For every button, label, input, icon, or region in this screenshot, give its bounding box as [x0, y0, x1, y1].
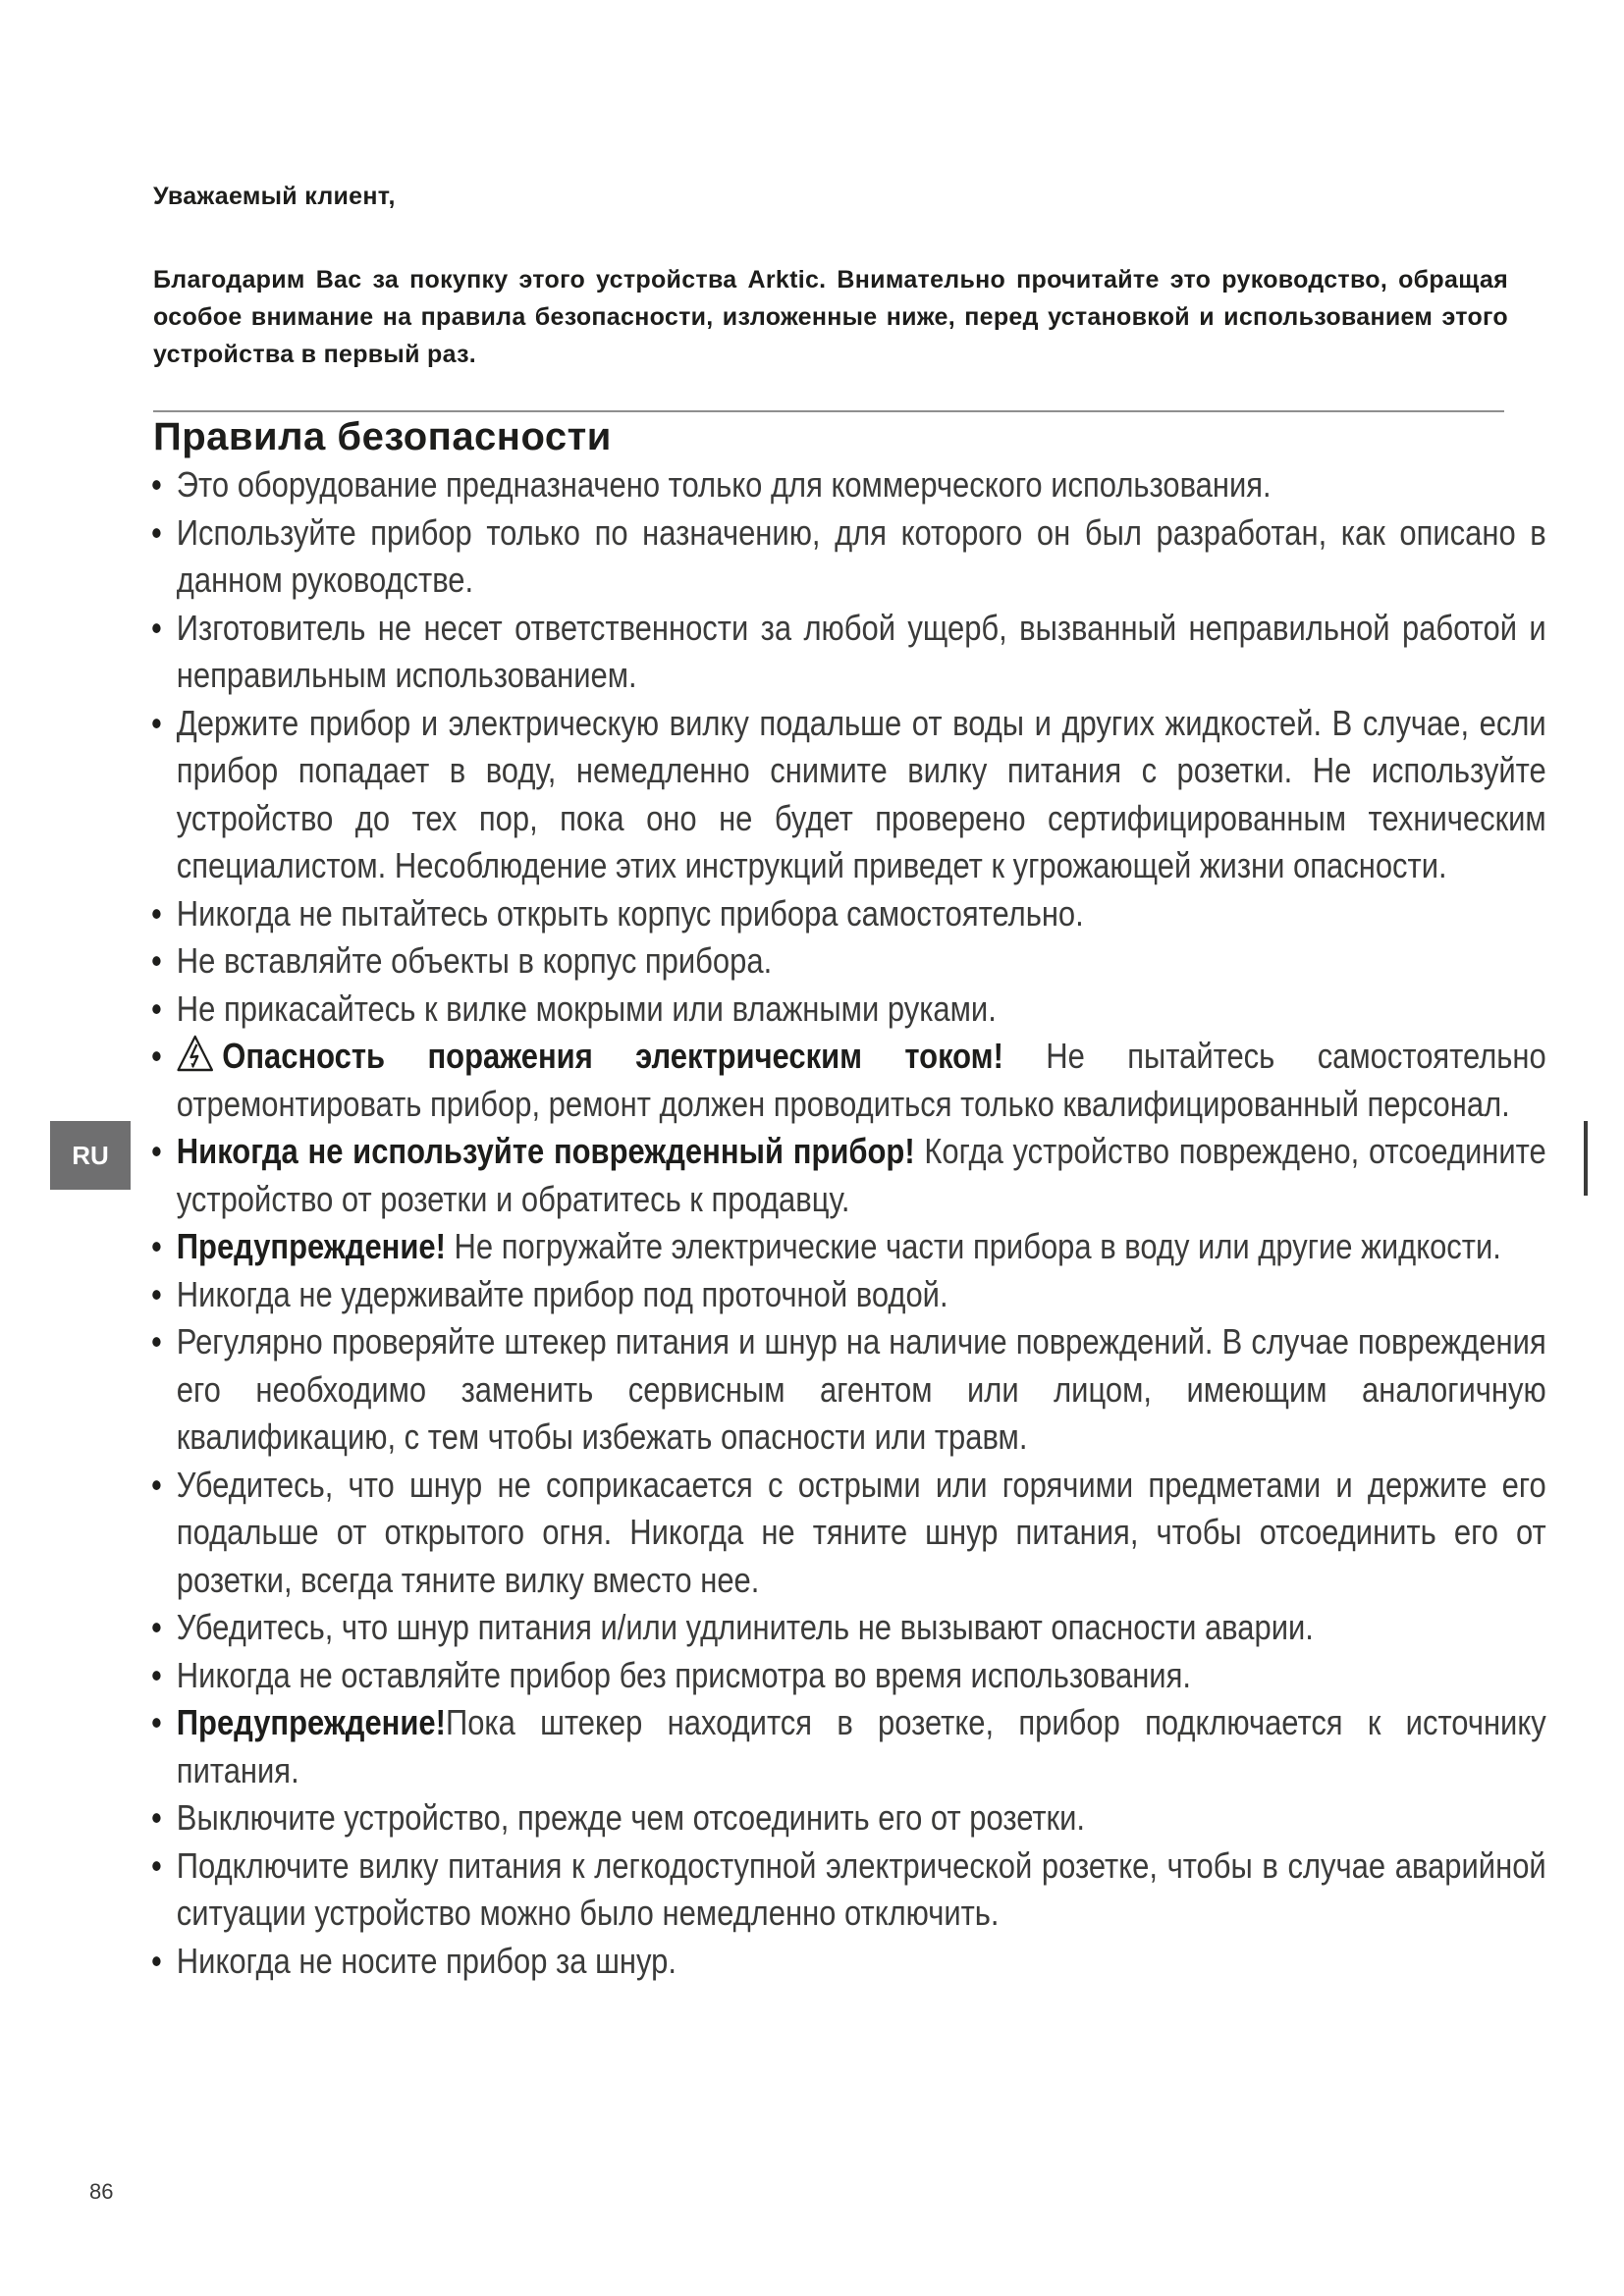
rule-text: Когда устройство повреждено, отсоедините устройство от розетки и обратитесь к продавцу. — [176, 1131, 1546, 1219]
rule-text: Не погружайте электрические части прибора в воду или другие жидкости. — [445, 1226, 1501, 1266]
bullet-icon: • — [151, 1940, 162, 1981]
rule-text: Изготовитель не несет ответственности за любой ущерб, вызванный неправильной работой и неправильным использованием. — [176, 607, 1546, 695]
bullet-icon: • — [151, 1036, 162, 1076]
rule-text: Не прикасайтесь к вилке мокрыми или влажными руками. — [176, 988, 997, 1029]
list-item — [151, 1033, 1546, 1128]
list-item — [151, 1128, 1546, 1223]
list-item — [151, 1652, 1546, 1700]
rule-text: Никогда не носите прибор за шнур. — [176, 1940, 677, 1981]
rule-text: Это оборудование предназначено только для коммерческого использования. — [176, 464, 1272, 505]
bullet-icon: • — [151, 1797, 162, 1838]
list-item — [151, 1462, 1546, 1605]
rule-text: Регулярно проверяйте штекер питания и шнур на наличие повреждений. В случае повреждения его необходимо заменить сервисным агентом или лицом, имеющим аналогичную квалификацию, с тем чтобы избежать опасности или травм. — [176, 1321, 1546, 1457]
bullet-icon: • — [151, 988, 162, 1029]
bullet-icon: • — [151, 1844, 162, 1886]
rule-text: Убедитесь, что шнур питания и/или удлинитель не вызывают опасности аварии. — [176, 1607, 1314, 1647]
electric-hazard-icon — [177, 1035, 214, 1072]
rule-text: Никогда не пытайтесь открыть корпус прибора самостоятельно. — [176, 892, 1084, 934]
rule-text: Используйте прибор только по назначению, для которого он был разработан, как описано в данном руководстве. — [176, 511, 1546, 600]
rule-text: Держите прибор и электрическую вилку подальше от воды и других жидкостей. В случае, если прибор попадает в воду, немедленно снимите вилку питания с розетки. Не используйте устройство до тех пор, пока оно не будет проверено сертифицированным техническим специалистом. Несоблюдение этих инструкций приведет к угрожающей жизни опасности. — [176, 702, 1546, 885]
bullet-icon: • — [151, 464, 162, 505]
greeting: Уважаемый клиент, — [153, 183, 396, 210]
language-tab: RU — [50, 1121, 131, 1190]
bullet-icon: • — [151, 1464, 162, 1505]
list-item — [151, 1699, 1546, 1794]
rule-strong: Предупреждение! — [176, 1226, 446, 1266]
list-item — [151, 461, 1546, 509]
rule-strong: Опасность поражения электрическим током! — [222, 1036, 1003, 1076]
bullet-icon: • — [151, 1131, 162, 1171]
safety-rules-list — [151, 461, 1546, 1985]
list-item — [151, 605, 1546, 700]
list-item — [151, 1318, 1546, 1462]
bullet-icon: • — [151, 1273, 162, 1314]
rule-text: Убедитесь, что шнур не соприкасается с острыми или горячими предметами и держите его подальше от открытого огня. Никогда не тяните шнур питания, чтобы отсоединить его от розетки, всегда тяните вилку вместо нее. — [176, 1464, 1546, 1600]
rule-text: Не вставляйте объекты в корпус прибора. — [176, 940, 773, 981]
page-number: 86 — [89, 2179, 114, 2204]
list-item — [151, 1604, 1546, 1652]
list-item — [151, 509, 1546, 605]
rule-strong: Никогда не используйте поврежденный прибор! — [176, 1131, 915, 1171]
list-item — [151, 1794, 1546, 1842]
section-title: Правила безопасности — [153, 415, 612, 458]
rule-text: Никогда не удерживайте прибор под проточной водой. — [176, 1273, 948, 1314]
rule-text: Выключите устройство, прежде чем отсоединить его от розетки. — [176, 1797, 1086, 1838]
list-item — [151, 937, 1546, 986]
bullet-icon: • — [151, 607, 162, 648]
list-item — [151, 1271, 1546, 1319]
rule-text: Подключите вилку питания к легкодоступной электрической розетке, чтобы в случае аварийной ситуации устройство можно было немедленно отключить. — [176, 1844, 1546, 1933]
rule-text: Не пытайтесь самостоятельно отремонтировать прибор, ремонт должен проводиться только квалифицированный персонал. — [176, 1036, 1546, 1124]
bullet-icon: • — [151, 1607, 162, 1647]
intro-paragraph: Благодарим Вас за покупку этого устройства Arktic. Внимательно прочитайте это руководство, обращая особое внимание на правила безопасности, изложенные ниже, перед установкой и использованием этого устройства в первый раз. — [153, 266, 1508, 368]
list-item — [151, 1223, 1546, 1271]
bullet-icon: • — [151, 702, 162, 743]
list-item — [151, 1938, 1546, 1986]
bullet-icon: • — [151, 511, 162, 553]
side-marker — [1584, 1121, 1588, 1196]
bullet-icon: • — [151, 1702, 162, 1742]
bullet-icon: • — [151, 892, 162, 934]
bullet-icon: • — [151, 1321, 162, 1362]
bullet-icon: • — [151, 1226, 162, 1266]
rule-text: Никогда не оставляйте прибор без присмотра во время использования. — [176, 1654, 1191, 1695]
rule-strong: Предупреждение! — [176, 1702, 446, 1742]
list-item — [151, 700, 1546, 890]
list-item — [151, 986, 1546, 1034]
list-item — [151, 1842, 1546, 1938]
divider — [153, 410, 1504, 412]
bullet-icon: • — [151, 940, 162, 981]
bullet-icon: • — [151, 1654, 162, 1695]
list-item — [151, 890, 1546, 938]
rule-text: Пока штекер находится в розетке, прибор подключается к источнику питания. — [176, 1702, 1546, 1790]
